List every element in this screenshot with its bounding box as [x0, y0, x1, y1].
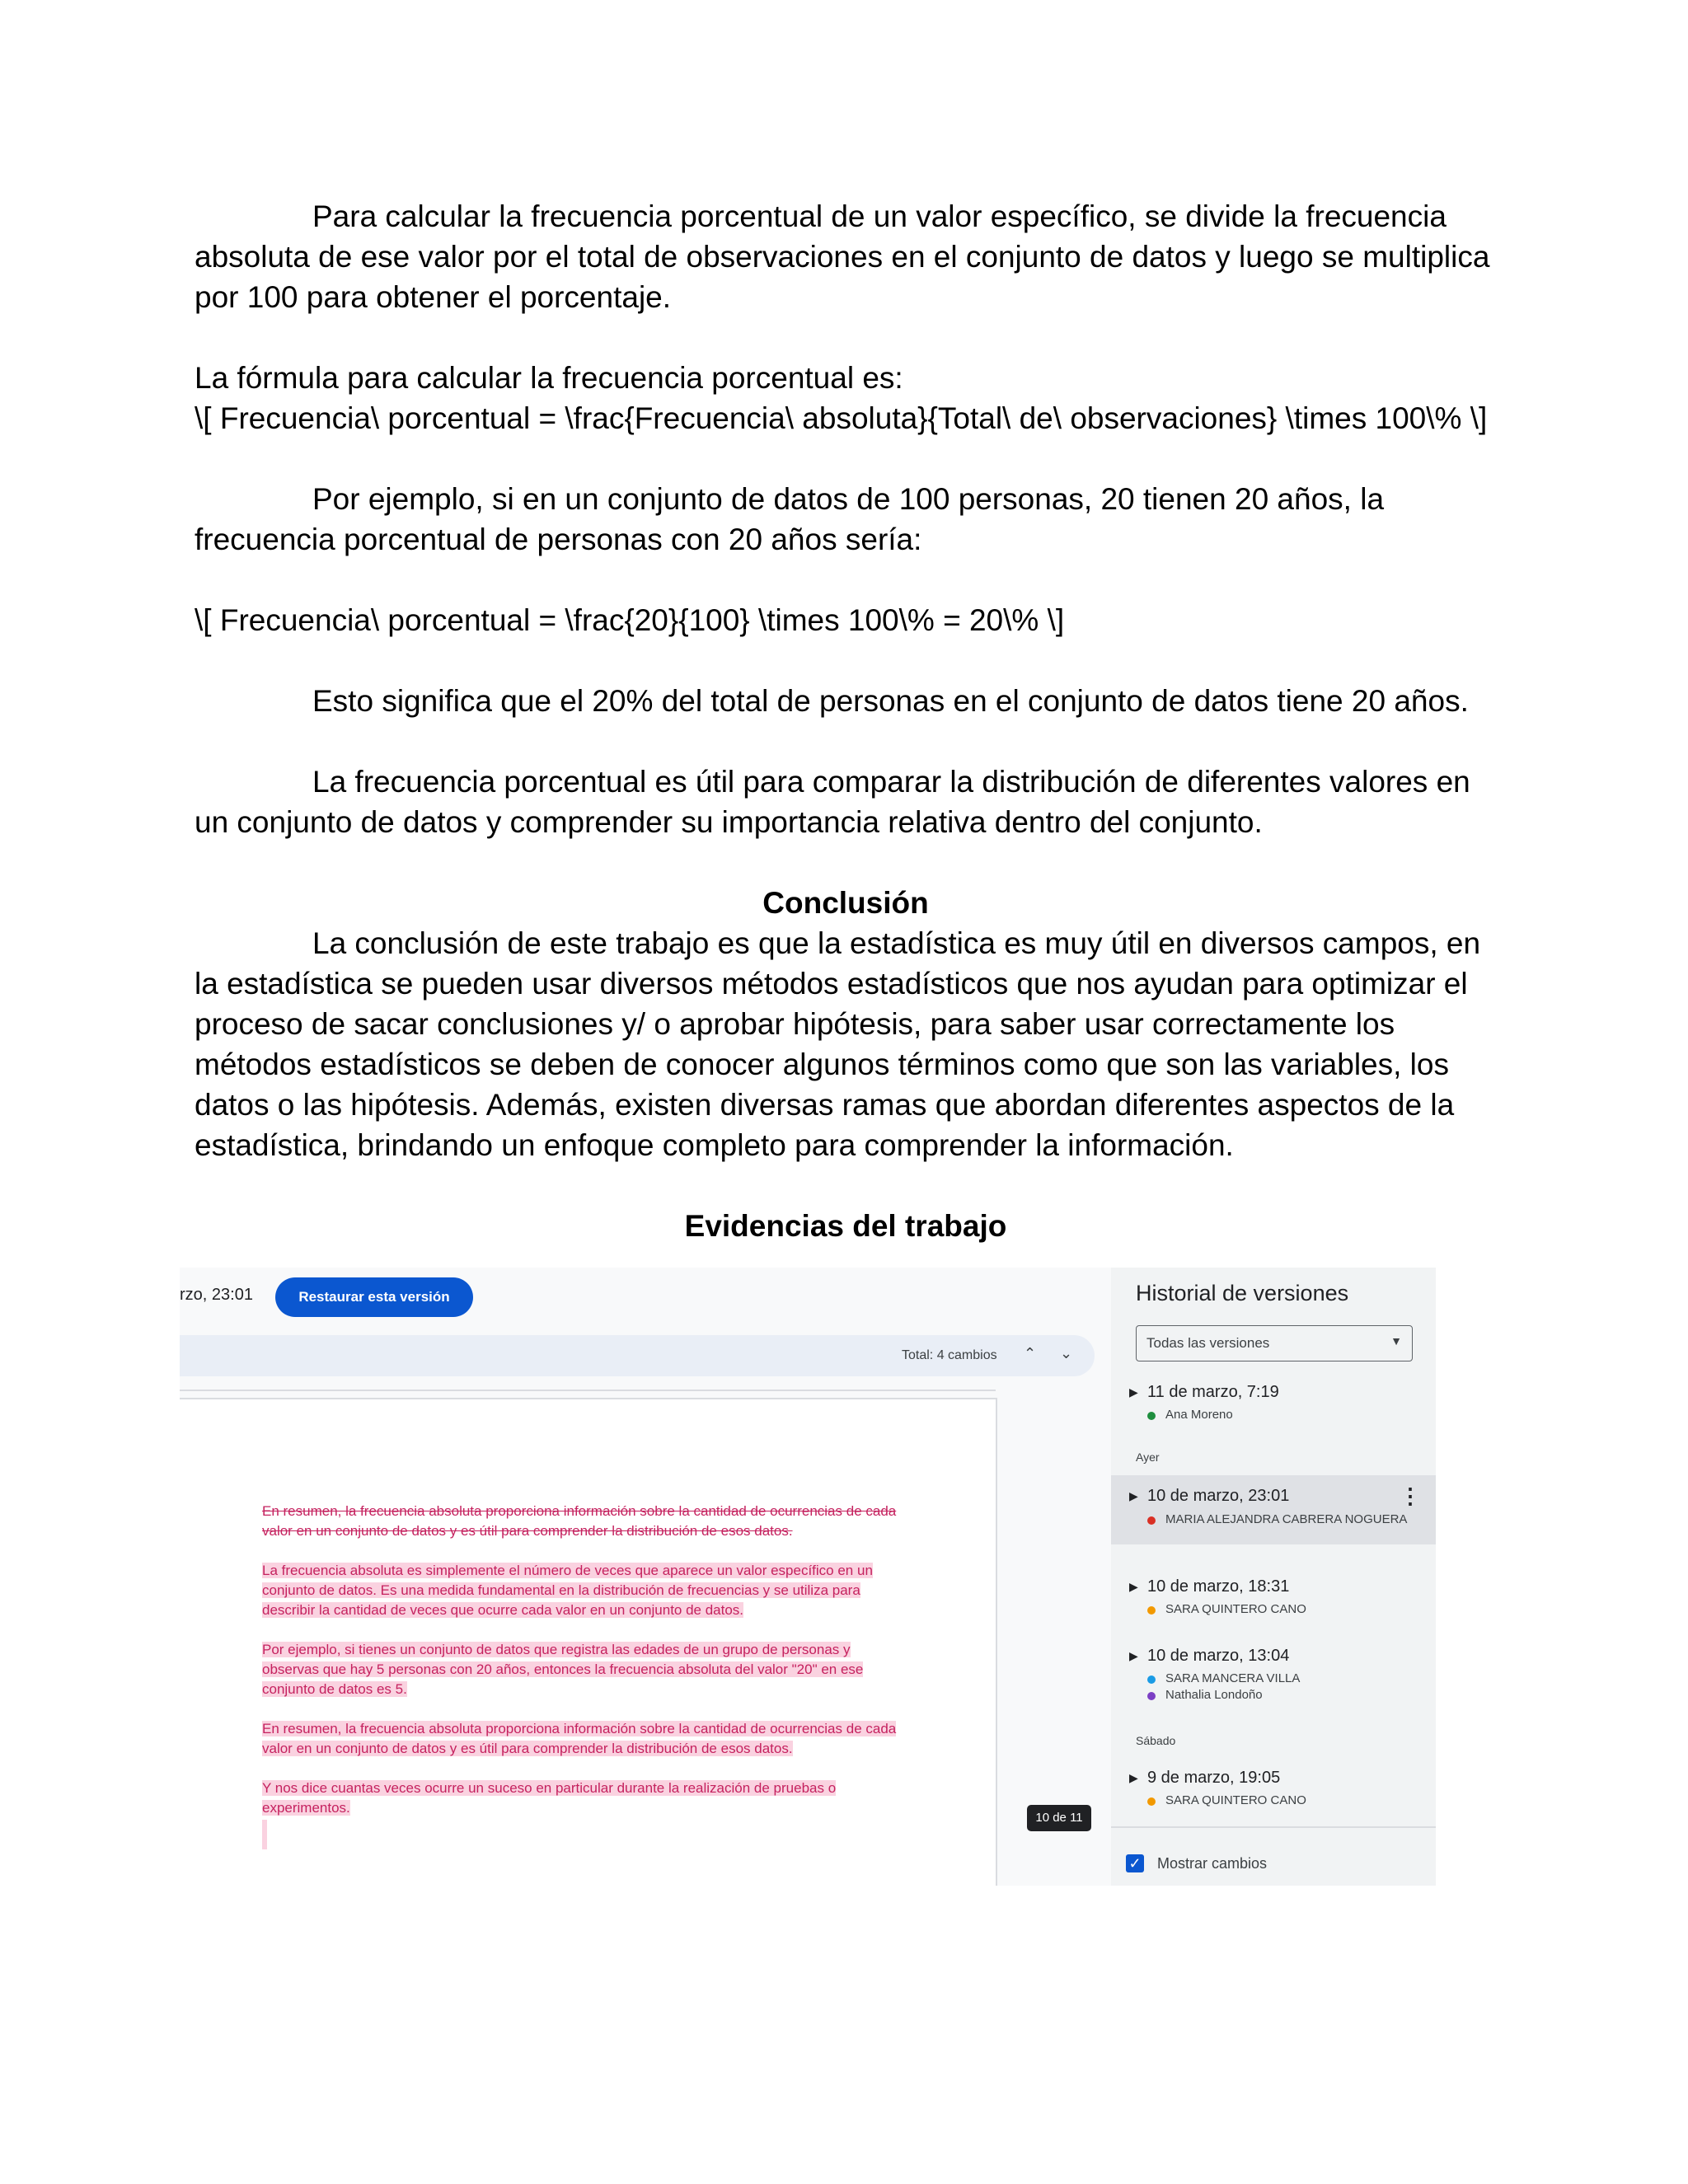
expand-arrow-icon[interactable]: ▶	[1129, 1385, 1138, 1399]
deleted-text	[262, 1502, 897, 1541]
version-date-label: rzo, 23:01	[180, 1286, 253, 1304]
version-history-sidebar	[1111, 1268, 1436, 1886]
show-changes-label: Mostrar cambios	[1157, 1855, 1268, 1872]
version-item[interactable]	[1111, 1577, 1436, 1627]
version-item-date: 10 de marzo, 13:04	[1147, 1647, 1290, 1665]
user-color-dot	[1147, 1516, 1156, 1525]
doc-changes-content	[262, 1502, 897, 1849]
version-item[interactable]	[1111, 1383, 1436, 1432]
document-body	[195, 196, 1497, 1246]
inserted-text	[262, 1719, 897, 1759]
evidence-heading: Evidencias del trabajo	[684, 1209, 1007, 1243]
inserted-text	[262, 1561, 897, 1620]
chevron-down-icon[interactable]: ⌄	[1060, 1345, 1073, 1361]
sidebar-title: Historial de versiones	[1136, 1281, 1349, 1305]
inserted-text	[262, 1779, 897, 1818]
paragraph-example: Por ejemplo, si en un conjunto de datos de 100 personas, 20 tienen 20 años, la frecuencia porcentual de personas con 20 años sería:	[195, 482, 1385, 556]
version-filter-label: Todas las versiones	[1146, 1335, 1270, 1351]
conclusion-paragraph: La conclusión de este trabajo es que la estadística es muy útil en diversos campos, en la estadística se pueden usar diversos métodos estadísticos que nos ayudan para optimizar el proceso de sacar conclusiones y/ o aprobar hipótesis, para saber usar correctamente los métodos estadísticos se deben de conocer algunos términos como que son las variables, los datos o las hipótesis. Además, existen diversas ramas que abordan diferentes aspectos de la estadística, brindando un enfoque completo para comprender la información.	[195, 926, 1481, 1162]
deleted-sentence: En resumen, la frecuencia absoluta proporciona información sobre la cantidad de ocurrencias de cada valor en un conjunto de datos y es útil para comprender la distribución de esos datos.	[262, 1503, 897, 1539]
expand-arrow-icon[interactable]: ▶	[1129, 1649, 1138, 1662]
inserted-sentence-4: Y nos dice cuantas veces ocurre un suceso en particular durante la realización de pruebas o experimentos.	[262, 1780, 837, 1816]
user-color-dot	[1147, 1412, 1156, 1420]
page-divider	[180, 1390, 996, 1391]
changes-bar	[180, 1335, 1095, 1376]
version-item-user: SARA QUINTERO CANO	[1165, 1602, 1306, 1616]
inserted-sentence-3: En resumen, la frecuencia absoluta proporciona información sobre la cantidad de ocurrencias de cada valor en un conjunto de datos y es útil para comprender la distribución de esos datos.	[262, 1721, 897, 1756]
version-item-date: 9 de marzo, 19:05	[1147, 1769, 1281, 1787]
version-item-user: MARIA ALEJANDRA CABRERA NOGUERA	[1165, 1512, 1408, 1526]
inserted-blank-line	[262, 1820, 267, 1849]
day-label-sabado: Sábado	[1136, 1734, 1176, 1747]
more-options-icon[interactable]: ⋮	[1400, 1483, 1421, 1508]
paragraph-formula-intro: La fórmula para calcular la frecuencia porcentual es:	[195, 361, 903, 395]
version-item-date: 10 de marzo, 18:31	[1147, 1577, 1290, 1596]
sidebar-divider	[1111, 1826, 1436, 1828]
inserted-sentence-2: Por ejemplo, si tienes un conjunto de datos que registra las edades de un grupo de personas y observas que hay 5 personas con 20 años, entonces la frecuencia absoluta del valor "20" en ese conjunto de datos es 5.	[262, 1642, 864, 1697]
formula-example: \[ Frecuencia\ porcentual = \frac{20}{100} \times 100\% = 20\% \]	[195, 603, 1065, 637]
expand-arrow-icon[interactable]: ▶	[1129, 1771, 1138, 1784]
restore-version-button[interactable]: Restaurar esta versión	[275, 1277, 473, 1317]
version-item-user: SARA QUINTERO CANO	[1165, 1793, 1306, 1807]
day-label-ayer: Ayer	[1136, 1451, 1160, 1464]
paragraph-usefulness: La frecuencia porcentual es útil para comparar la distribución de diferentes valores en un conjunto de datos y comprender su importancia relativa dentro del conjunto.	[195, 765, 1470, 839]
total-changes-label: Total: 4 cambios	[902, 1348, 997, 1362]
version-item-date: 10 de marzo, 23:01	[1147, 1487, 1290, 1505]
user-color-dot	[1147, 1675, 1156, 1684]
dropdown-arrow-icon: ▼	[1390, 1334, 1402, 1347]
show-changes-checkbox[interactable]: ✓	[1126, 1854, 1144, 1872]
version-topbar	[180, 1268, 1111, 1325]
user-color-dot	[1147, 1797, 1156, 1806]
version-item-selected[interactable]	[1111, 1475, 1436, 1544]
user-color-dot	[1147, 1606, 1156, 1615]
inserted-text	[262, 1640, 897, 1699]
expand-arrow-icon[interactable]: ▶	[1129, 1489, 1138, 1502]
conclusion-heading: Conclusión	[762, 886, 929, 920]
version-item-user: Nathalia Londoño	[1165, 1688, 1263, 1702]
version-item-user: Ana Moreno	[1165, 1408, 1233, 1422]
formula-general: \[ Frecuencia\ porcentual = \frac{Frecuencia\ absoluta}{Total\ de\ observaciones} \times 100\% \]	[195, 401, 1488, 435]
version-item-date: 11 de marzo, 7:19	[1147, 1383, 1279, 1401]
doc-page	[180, 1398, 997, 1886]
version-filter-select[interactable]	[1136, 1325, 1413, 1361]
page-count-badge: 10 de 11	[1027, 1805, 1091, 1831]
evidence-screenshot	[180, 1268, 1436, 1886]
inserted-sentence-1: La frecuencia absoluta es simplemente el número de veces que aparece un valor específico en un conjunto de datos. Es una medida fundamental en la distribución de frecuencias y se utiliza para describir la cantidad de veces que ocurre cada valor en un conjunto de datos.	[262, 1563, 873, 1618]
version-item[interactable]	[1111, 1647, 1436, 1713]
version-item-user: SARA MANCERA VILLA	[1165, 1671, 1301, 1685]
paragraph-percent-frequency: Para calcular la frecuencia porcentual de un valor específico, se divide la frecuencia absoluta de ese valor por el total de observaciones en el conjunto de datos y luego se multiplica por 100 para obtener el porcentaje.	[195, 199, 1490, 314]
doc-editor-area	[180, 1268, 1111, 1886]
version-item[interactable]	[1111, 1769, 1436, 1818]
chevron-up-icon[interactable]: ⌃	[1024, 1345, 1037, 1361]
paragraph-meaning: Esto significa que el 20% del total de personas en el conjunto de datos tiene 20 años.	[312, 684, 1469, 718]
user-color-dot	[1147, 1692, 1156, 1700]
expand-arrow-icon[interactable]: ▶	[1129, 1580, 1138, 1593]
